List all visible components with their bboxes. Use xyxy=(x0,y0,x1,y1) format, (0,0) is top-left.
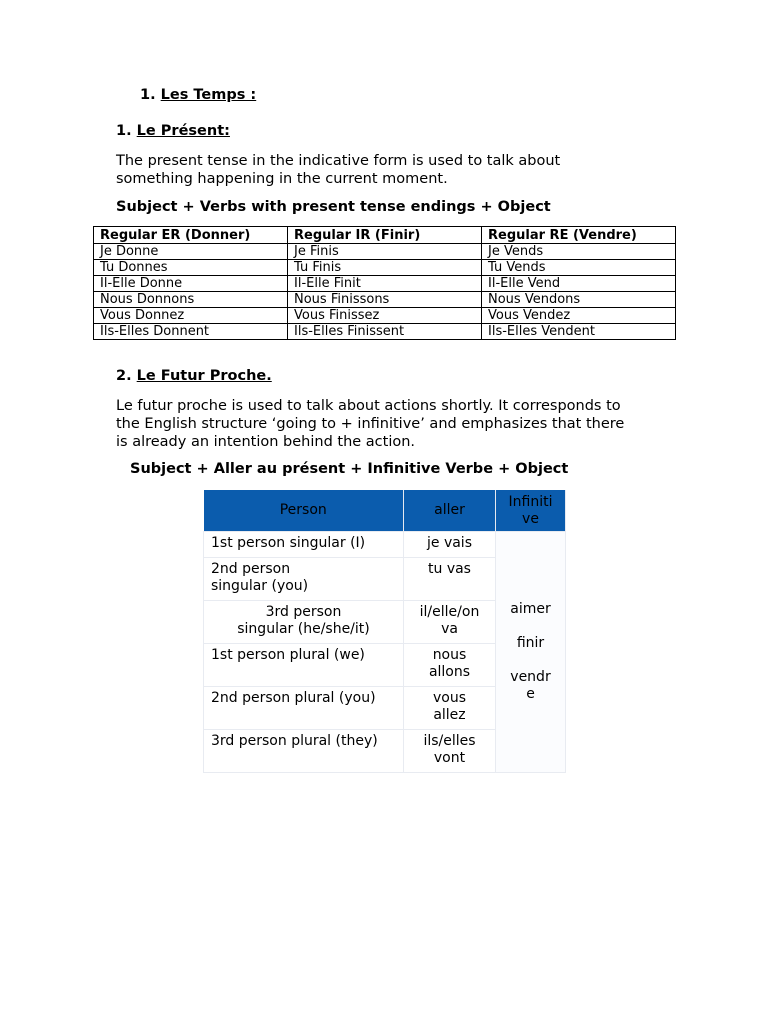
table-cell: Vous Donnez xyxy=(94,308,288,324)
cell-text: 3rd person plural (they) xyxy=(211,733,378,749)
table-cell: Tu Donnes xyxy=(94,260,288,276)
infinitive-word: e xyxy=(526,686,535,702)
table-cell: Vous Finissez xyxy=(288,308,482,324)
infinitive-cell xyxy=(496,532,566,773)
infinitive-word: finir xyxy=(516,635,545,651)
table-cell: Nous Donnons xyxy=(94,292,288,308)
table-row xyxy=(94,276,676,292)
cell-text: 2nd person plural (you) xyxy=(211,690,376,706)
heading-number: 2. xyxy=(116,368,132,384)
aller-cell xyxy=(404,644,496,687)
heading-le-present xyxy=(116,123,230,139)
person-cell xyxy=(204,558,404,601)
infinitive-word: aimer xyxy=(510,601,551,617)
table-row xyxy=(94,244,676,260)
cell-text: vous xyxy=(432,690,467,706)
aller-cell xyxy=(404,532,496,558)
aller-cell xyxy=(404,687,496,730)
table-cell: Ils-Elles Vendent xyxy=(482,324,676,340)
cell-text: vont xyxy=(433,750,466,766)
infinitive-word: vendr xyxy=(510,669,551,685)
section-number: 1. xyxy=(140,87,156,103)
heading-le-futur-proche xyxy=(116,368,272,384)
present-description xyxy=(116,152,676,188)
cell-text: il/elle/on xyxy=(419,604,480,620)
present-conjugation-table xyxy=(93,226,676,340)
heading-number: 1. xyxy=(116,123,132,139)
futur-description-line: Le futur proche is used to talk about actions shortly. It corresponds to xyxy=(116,398,621,414)
person-cell xyxy=(204,601,404,644)
column-header-infinitive xyxy=(496,490,566,532)
aller-cell xyxy=(404,730,496,773)
table-row xyxy=(204,532,566,558)
column-header-aller: aller xyxy=(404,490,496,532)
cell-text: 1st person singular (I) xyxy=(211,535,366,551)
table-cell: Ils-Elles Donnent xyxy=(94,324,288,340)
person-cell xyxy=(204,687,404,730)
table-cell: Je Vends xyxy=(482,244,676,260)
table-cell: Tu Vends xyxy=(482,260,676,276)
table-row xyxy=(94,260,676,276)
present-description-line: something happening in the current moment. xyxy=(116,171,448,187)
table-cell: Il-Elle Donne xyxy=(94,276,288,292)
futur-description-line: the English structure ‘going to + infinitive’ and emphasizes that there xyxy=(116,416,625,432)
cell-text: nous xyxy=(432,647,467,663)
cell-text: 2nd person xyxy=(211,561,291,577)
table-row xyxy=(94,324,676,340)
section-heading-les-temps xyxy=(140,87,256,103)
cell-text: allez xyxy=(433,707,466,723)
table-cell: Je Finis xyxy=(288,244,482,260)
cell-text: singular (he/she/it) xyxy=(237,621,370,637)
table-cell: Ils-Elles Finissent xyxy=(288,324,482,340)
aller-cell xyxy=(404,601,496,644)
person-cell xyxy=(204,730,404,773)
column-header: Regular ER (Donner) xyxy=(94,227,288,244)
futur-description xyxy=(116,397,676,451)
table-cell: Je Donne xyxy=(94,244,288,260)
present-description-line: The present tense in the indicative form is used to talk about xyxy=(116,153,561,169)
person-cell xyxy=(204,532,404,558)
heading-title: Le Futur Proche. xyxy=(136,368,272,384)
cell-text: va xyxy=(441,621,458,637)
futur-description-line: is already an intention behind the action. xyxy=(116,434,416,450)
column-header-person: Person xyxy=(204,490,404,532)
table-cell: Tu Finis xyxy=(288,260,482,276)
table-cell: Vous Vendez xyxy=(482,308,676,324)
column-header: Regular RE (Vendre) xyxy=(482,227,676,244)
cell-text: ils/elles xyxy=(423,733,476,749)
table-cell: Nous Finissons xyxy=(288,292,482,308)
present-formula: Subject + Verbs with present tense endings + Object xyxy=(116,199,551,215)
futur-proche-table xyxy=(203,490,566,773)
aller-cell xyxy=(404,558,496,601)
header-line: ve xyxy=(522,510,539,527)
cell-text: 1st person plural (we) xyxy=(211,647,365,663)
table-cell: Nous Vendons xyxy=(482,292,676,308)
futur-formula: Subject + Aller au présent + Infinitive Verbe + Object xyxy=(130,461,569,477)
heading-title: Le Présent: xyxy=(136,123,230,139)
table-cell: Il-Elle Finit xyxy=(288,276,482,292)
table-row xyxy=(94,292,676,308)
column-header: Regular IR (Finir) xyxy=(288,227,482,244)
cell-text: tu vas xyxy=(428,561,471,577)
header-line: Infiniti xyxy=(508,493,553,510)
table-header-row xyxy=(204,490,566,532)
cell-text: singular (you) xyxy=(211,578,309,594)
section-title: Les Temps : xyxy=(160,87,257,103)
person-cell xyxy=(204,644,404,687)
cell-text: allons xyxy=(428,664,471,680)
table-header-row xyxy=(94,227,676,244)
table-cell: Il-Elle Vend xyxy=(482,276,676,292)
table-row xyxy=(94,308,676,324)
cell-text: je vais xyxy=(426,535,472,551)
cell-text: 3rd person xyxy=(265,604,342,620)
